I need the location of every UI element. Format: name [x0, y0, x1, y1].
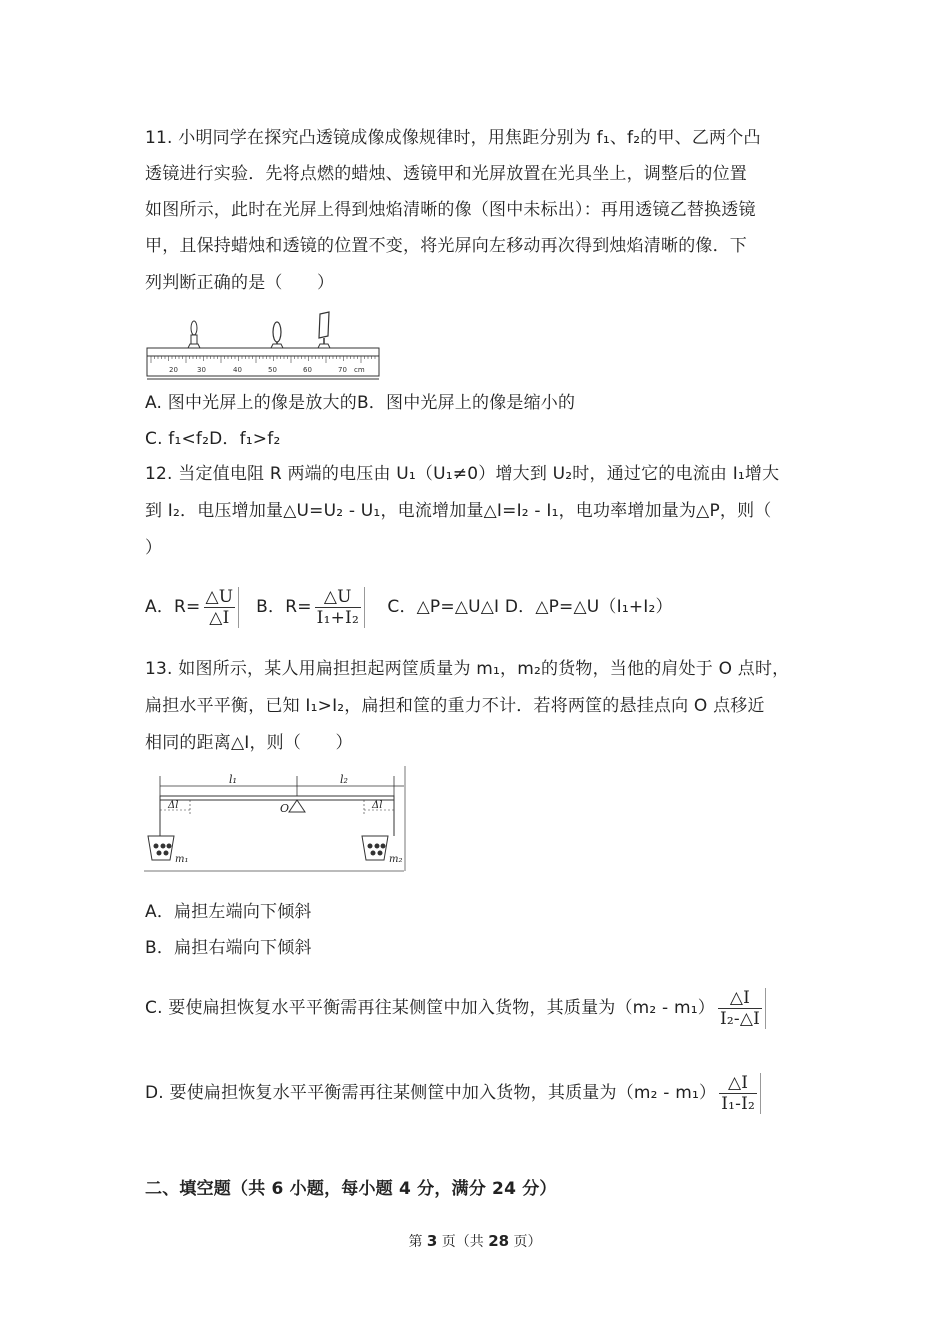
- q11-line-5: 列判断正确的是（ ）: [145, 273, 335, 293]
- fulcrum-icon: [289, 800, 305, 812]
- q13-option-c: [145, 984, 766, 1032]
- q12-options: [145, 585, 673, 629]
- footer-mid: 页（共: [437, 1234, 489, 1250]
- q13-option-a: A．扁担左端向下倾斜: [145, 902, 312, 922]
- ruler-tick-40: 40: [233, 366, 242, 374]
- ruler-tick-30: 30: [197, 366, 206, 374]
- q13-option-d-text: D. 要使扁担恢复水平平衡需再往某侧筐中加入货物，其质量为（m₂ - m₁）: [145, 1083, 717, 1103]
- footer-prefix: 第: [408, 1234, 427, 1250]
- q13-option-d: [145, 1069, 761, 1117]
- q11-line-3: 如图所示，此时在光屏上得到烛焰清晰的像（图中未标出）：再用透镜乙替换透镜: [145, 200, 756, 220]
- q11-option-ab: A. 图中光屏上的像是放大的B．图中光屏上的像是缩小的: [145, 393, 576, 413]
- q12-line-1: 12. 当定值电阻 R 两端的电压由 U₁（U₁≠0）增大到 U₂时，通过它的电流由 I₁增大: [145, 464, 780, 484]
- ruler-tick-20: 20: [169, 366, 178, 374]
- screen-icon: [317, 312, 331, 350]
- label-dl-left: Δl: [168, 800, 179, 811]
- q12-option-b-denominator: I₁+I₂: [316, 607, 359, 628]
- q12-option-a-denominator: △I: [209, 607, 230, 628]
- footer-suffix: 页）: [509, 1234, 542, 1250]
- lens-icon: [270, 322, 284, 350]
- q11-line-2: 透镜进行实验．先将点燃的蜡烛、透镜甲和光屏放置在光具坐上，调整后的位置: [145, 164, 747, 184]
- q12-option-a-fraction: [201, 587, 240, 628]
- q12-line-2: 到 I₂．电压增加量△U=U₂ - U₁，电流增加量△I=I₂ - I₁，电功率增加量为△P，则（: [145, 501, 772, 521]
- q13-line-3: 相同的距离△I，则（ ）: [145, 733, 353, 753]
- q12-option-a-numerator: △U: [205, 586, 234, 607]
- q13-option-d-fraction: [716, 1073, 761, 1114]
- footer-page-number: 3: [426, 1232, 438, 1250]
- basket-m1-icon: [148, 836, 174, 860]
- label-m2: m₂: [389, 854, 403, 865]
- section-2-heading: 二、填空题（共 6 小题，每小题 4 分，满分 24 分）: [145, 1179, 557, 1199]
- q12-option-b-numerator: △U: [315, 587, 361, 608]
- q13-option-d-numerator: △I: [719, 1073, 757, 1094]
- q12-option-b-fraction: [312, 587, 365, 628]
- label-l2: l₂: [340, 773, 348, 786]
- q12-option-cd: C．△P=△U△I D．△P=△U（I₁+I₂）: [387, 597, 673, 617]
- ruler-tick-50: 50: [268, 366, 277, 374]
- q11-option-cd: C. f₁<f₂D．f₁>f₂: [145, 429, 281, 449]
- q13-option-c-text: C. 要使扁担恢复水平平衡需再往某侧筐中加入货物，其质量为（m₂ - m₁）: [145, 998, 715, 1018]
- q13-option-c-numerator: △I: [718, 988, 762, 1009]
- label-dl-right: Δl: [372, 800, 383, 811]
- q13-option-c-denominator: I₂-△I: [719, 1008, 761, 1029]
- candle-icon: [187, 321, 201, 350]
- optical-bench-figure: [143, 310, 383, 382]
- q13-option-b: B．扁担右端向下倾斜: [145, 938, 312, 958]
- q12-line-3: ）: [145, 538, 163, 558]
- ruler-tick-60: 60: [303, 366, 312, 374]
- q12-option-a-label: A．R=: [145, 597, 201, 617]
- ruler-unit: cm: [354, 366, 365, 374]
- q13-option-d-denominator: I₁-I₂: [721, 1093, 756, 1114]
- q13-line-2: 扁担水平平衡，已知 I₁>I₂，扁担和筐的重力不计．若将两筐的悬挂点向 O 点移近: [145, 696, 765, 716]
- ruler-tick-70: 70: [338, 366, 347, 374]
- label-o: O: [280, 802, 290, 815]
- label-m1: m₁: [175, 854, 189, 865]
- page-footer: [0, 1231, 950, 1251]
- q13-line-1: 13. 如图所示，某人用扁担担起两筐质量为 m₁，m₂的货物，当他的肩处于 O 点时，: [145, 659, 790, 679]
- shoulder-pole-figure: [144, 766, 406, 872]
- footer-total-pages: 28: [488, 1232, 510, 1250]
- q13-option-c-fraction: [715, 988, 766, 1029]
- q11-line-4: 甲，且保持蜡烛和透镜的位置不变，将光屏向左移动再次得到烛焰清晰的像．下: [145, 236, 747, 256]
- q12-option-b-label: B．R=: [256, 597, 312, 617]
- q11-line-1: 11. 小明同学在探究凸透镜成像成像规律时，用焦距分别为 f₁、f₂的甲、乙两个凸: [145, 128, 761, 148]
- label-l1: l₁: [229, 773, 237, 786]
- basket-m2-icon: [362, 836, 388, 860]
